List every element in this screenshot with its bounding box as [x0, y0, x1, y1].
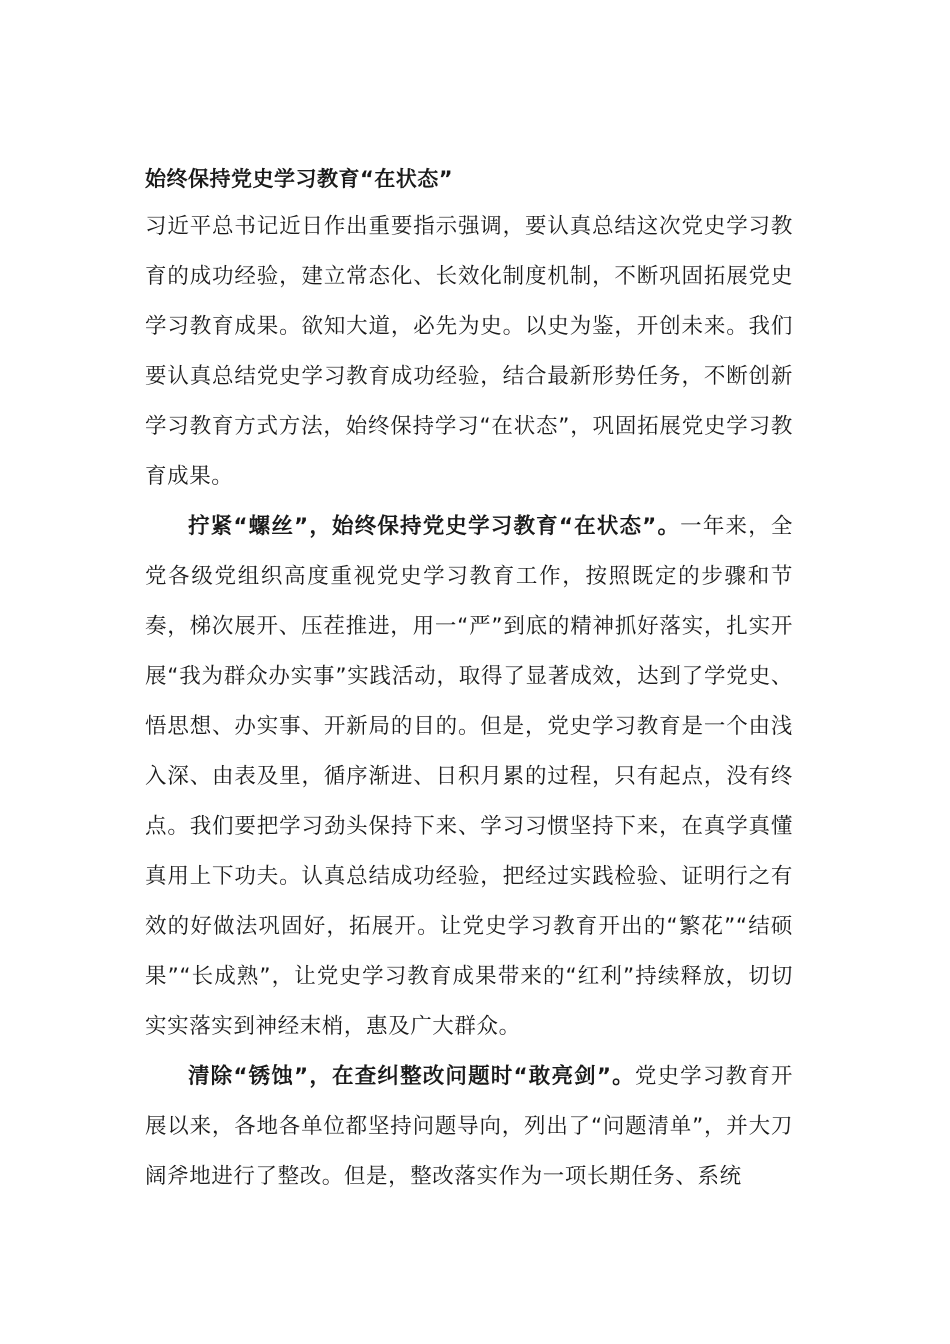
paragraph-intro	[145, 202, 793, 502]
paragraph-lead-heading: 清除“锈蚀”，在查纠整改问题时“敢亮剑”。	[188, 1064, 635, 1089]
document-title: 始终保持党史学习教育“在状态”	[145, 167, 454, 191]
paragraph-text: 习近平总书记近日作出重要指示强调，要认真总结这次党史学习教育的成功经验，建立常态化、长效化制度机制，不断巩固拓展党史学习教育成果。欲知大道，必先为史。以史为鉴，开创未来。我们要认真总结党史学习教育成功经验，结合最新形势任务，不断创新学习教育方式方法，始终保持学习“在状态”，巩固拓展党史学习教育成果。	[145, 214, 793, 489]
paragraph-clear-rust	[145, 1052, 793, 1202]
paragraph-text: 党史学习教育开展以来，各地各单位都坚持问题导向，列出了“问题清单”，并大刀阔斧地进行了整改。但是，整改落实作为一项长期任务、系统	[145, 1064, 793, 1189]
paragraph-text: 一年来，全党各级党组织高度重视党史学习教育工作，按照既定的步骤和节奏，梯次展开、压茬推进，用一“严”到底的精神抓好落实，扎实开展“我为群众办实事”实践活动，取得了显著成效，达到了学党史、悟思想、办实事、开新局的目的。但是，党史学习教育是一个由浅入深、由表及里，循序渐进、日积月累的过程，只有起点，没有终点。我们要把学习劲头保持下来、学习习惯坚持下来，在真学真懂真用上下功夫。认真总结成功经验，把经过实践检验、证明行之有效的好做法巩固好，拓展开。让党史学习教育开出的“繁花”“结硕果”“长成熟”，让党史学习教育成果带来的“红利”持续释放，切切实实落实到神经末梢，惠及广大群众。	[145, 514, 793, 1039]
document-body	[145, 160, 793, 1202]
paragraph-lead-heading: 拧紧“螺丝”，始终保持党史学习教育“在状态”。	[188, 514, 681, 539]
paragraph-tighten-screws	[145, 502, 793, 1052]
